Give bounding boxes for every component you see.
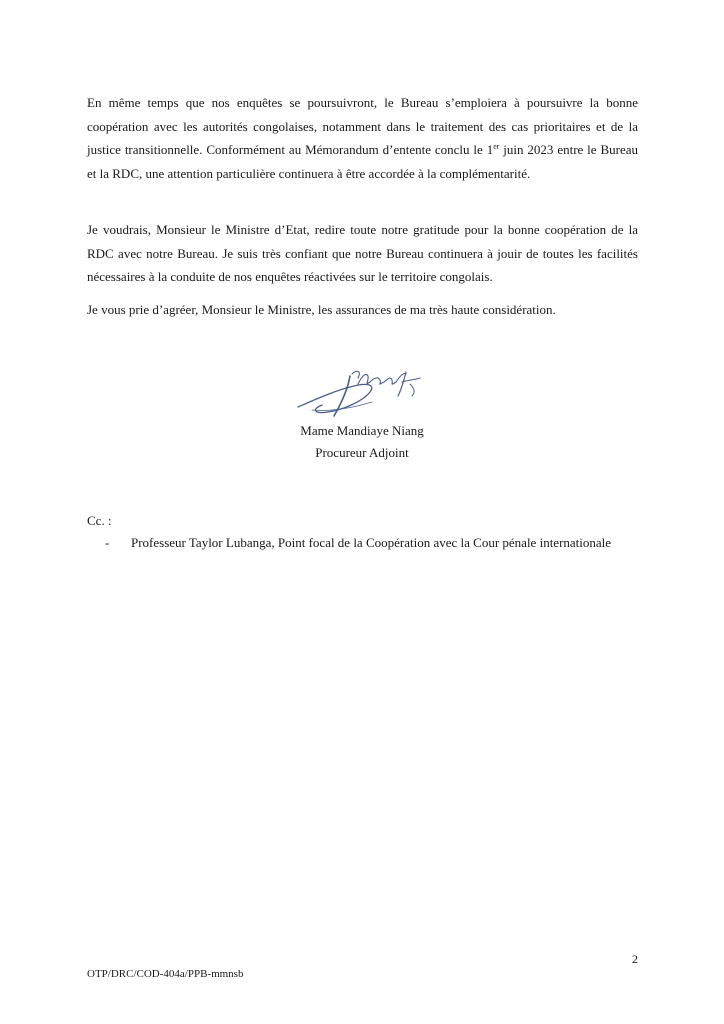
signer-title: Procureur Adjoint [315, 445, 409, 460]
signer-name: Mame Mandiaye Niang [300, 423, 424, 438]
paragraph-text: En même temps que nos enquêtes se poursuivront, le Bureau s’emploiera à poursuivre la bonne coopération avec les autorités congolaises, notamment dans le traitement des cas prioritaires et de la justice transitionnelle. Conformément au Mémorandum d’entente conclu le 1 [87, 95, 638, 157]
closing-salutation: Je vous prie d’agréer, Monsieur le Ministre, les assurances de ma très haute considération. [87, 302, 556, 317]
paragraph-text-continued: juin 2023 entre le Bureau et la RDC, une attention particulière continuera à être accordée à la complémentarité. [87, 142, 638, 181]
page-number: 2 [632, 952, 638, 966]
ordinal-superscript: er [493, 142, 500, 151]
cc-bullet: - [105, 535, 110, 550]
cc-recipient: Professeur Taylor Lubanga, Point focal de la Coopération avec la Cour pénale internationale [131, 535, 612, 550]
cc-label: Cc. : [87, 513, 112, 528]
body-paragraph-gratitude: Je voudrais, Monsieur le Ministre d’Etat, redire toute notre gratitude pour la bonne coopération de la RDC avec notre Bureau. Je suis très confiant que notre Bureau continuera à jouir de toutes les facilités nécessaires à la conduite de nos enquêtes réactivées sur le territoire congolais. [87, 222, 638, 284]
body-paragraph-cooperation [87, 91, 638, 185]
handwritten-signature-icon [292, 362, 424, 418]
document-reference: OTP/DRC/COD-404a/PPB-mmnsb [87, 968, 244, 980]
